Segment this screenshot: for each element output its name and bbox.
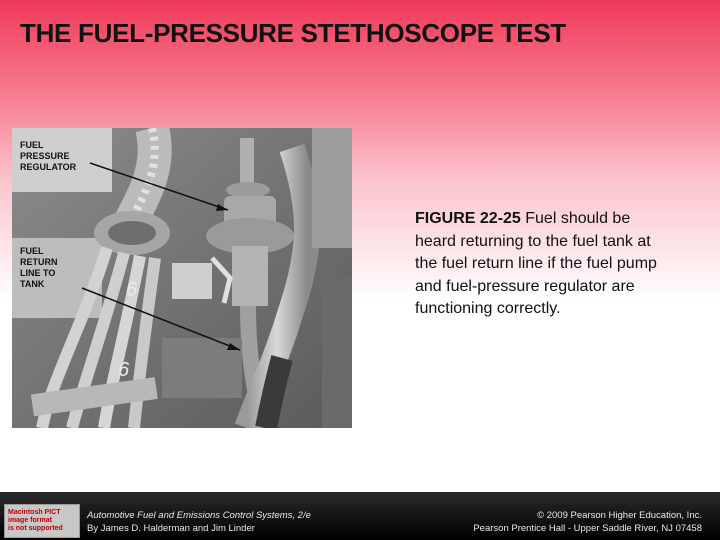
regulator-label: FUEL PRESSURE REGULATOR: [20, 140, 77, 172]
logo-placeholder-text: Macintosh PICT image format is not supported: [8, 509, 63, 532]
footer-bar: [0, 492, 720, 540]
book-authors: By James D. Halderman and Jim Linder: [87, 523, 255, 534]
figure-number: FIGURE 22-25: [415, 210, 521, 227]
copyright-text: © 2009 Pearson Higher Education, Inc.: [537, 510, 702, 521]
return-line-label: FUEL RETURN LINE TO TANK: [20, 246, 58, 289]
caption-text: Fuel should be heard returning to the fuel tank at the fuel return line if the fuel pump and fuel-pressure regulator are functioning correctly.: [415, 210, 657, 317]
engine-photo-illustration: [12, 128, 352, 428]
book-credit: [87, 509, 311, 535]
publisher-logo-placeholder: [4, 504, 80, 538]
book-title: Automotive Fuel and Emissions Control Systems, 2/e: [87, 510, 311, 521]
engine-photo: [12, 128, 352, 428]
slide-title: THE FUEL-PRESSURE STETHOSCOPE TEST: [20, 18, 566, 48]
figure-caption: [415, 208, 675, 321]
cylinder-number: 6: [126, 279, 138, 301]
copyright-block: [473, 509, 702, 535]
publisher-text: Pearson Prentice Hall - Upper Saddle River, NJ 07458: [473, 523, 702, 534]
cylinder-number: 6: [118, 359, 130, 381]
